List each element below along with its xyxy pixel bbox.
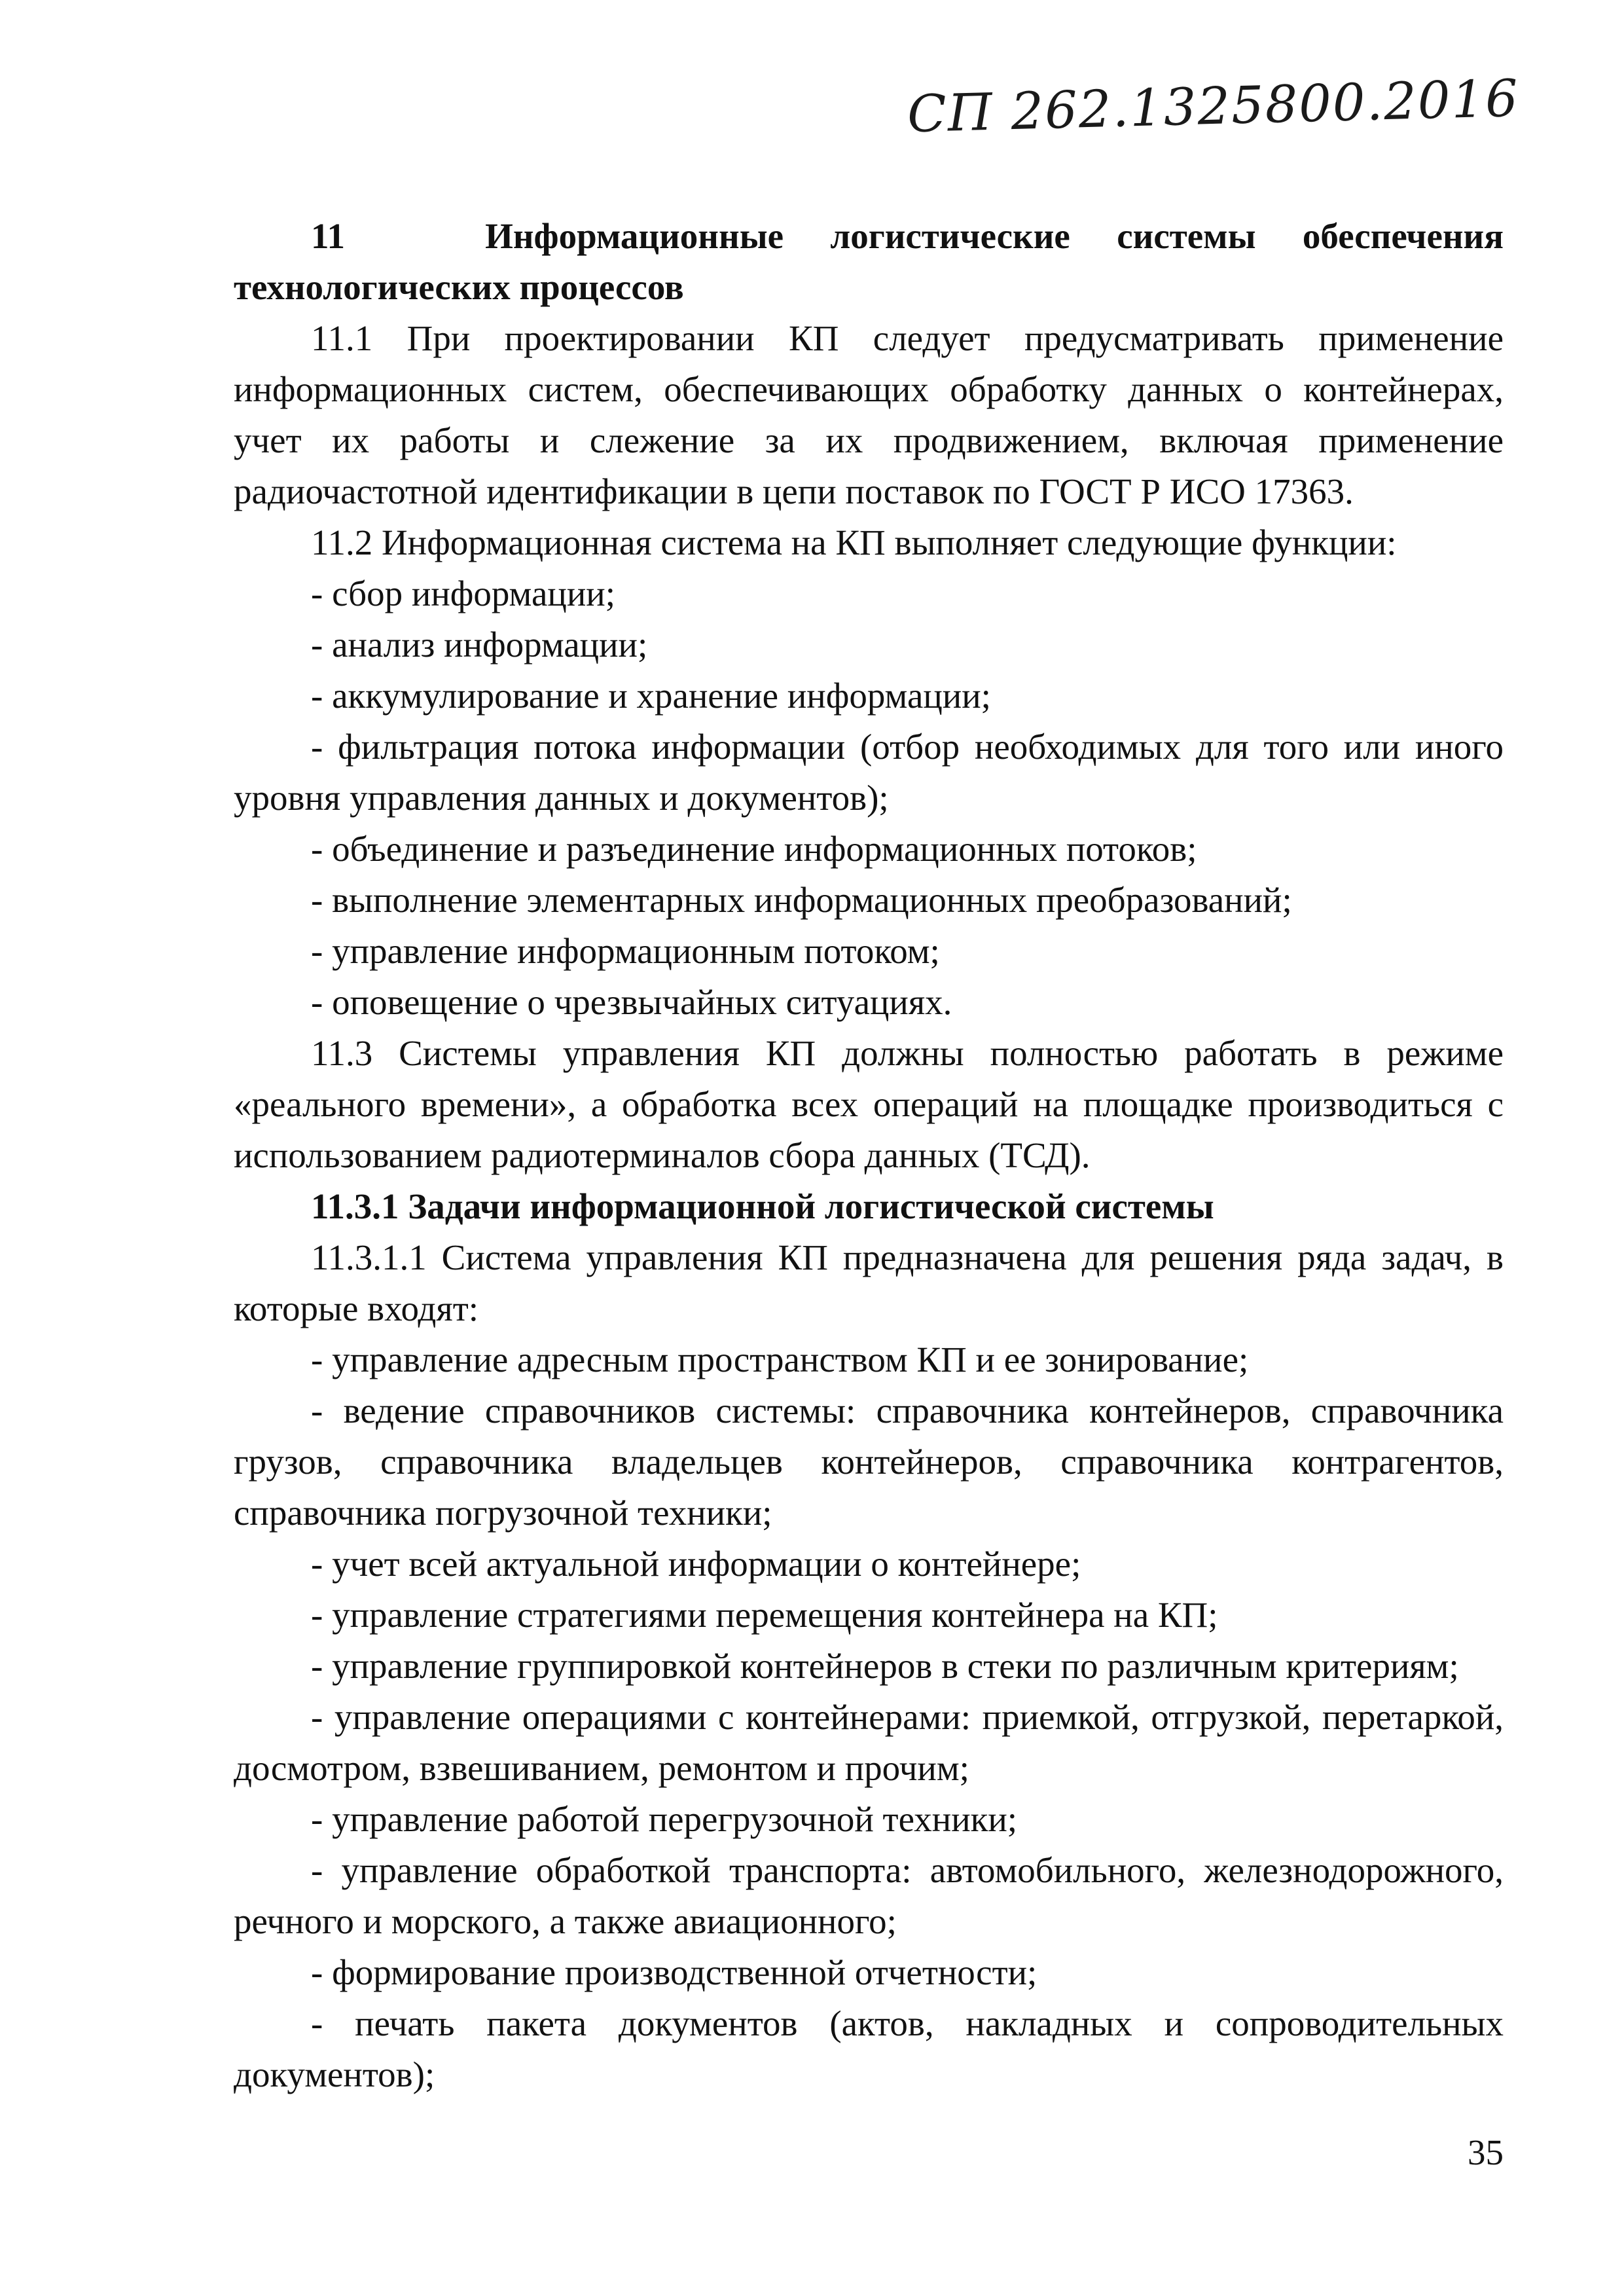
section-number: 11 [311,216,345,256]
list-item: - управление адресным пространством КП и ее зонирование; [311,1339,1249,1379]
page-content [234,211,1504,2100]
list-item: - фильтрация потока информации (отбор необходимых для того или иного уровня управления данных и документов); [234,727,1504,818]
section-title: Информационные логистические системы обеспечения технологических процессов [234,216,1504,307]
list-item: - анализ информации; [311,625,648,665]
list-item: - объединение и разъединение информационных потоков; [311,829,1197,869]
page-number: 35 [1468,2132,1504,2172]
list-item: - печать пакета документов (актов, накладных и сопроводительных документов); [234,2003,1504,2094]
paragraph-11-1: 11.1 При проектировании КП следует предусматривать применение информационных систем, обеспечивающих обработку данных о контейнерах, учет их работы и слежение за их продвижением, включая применение радиочастотной идентификации в цепи поставок по ГОСТ Р ИСО 17363. [234,318,1504,511]
paragraph-11-2: 11.2 Информационная система на КП выполняет следующие функции: [311,522,1397,562]
list-item: - управление работой перегрузочной техники; [311,1799,1018,1839]
list-item: - управление обработкой транспорта: автомобильного, железнодорожного, речного и морского, а также авиационного; [234,1850,1504,1941]
list-item: - учет всей актуальной информации о контейнере; [311,1544,1081,1584]
list-item: - управление группировкой контейнеров в стеки по различным критериям; [311,1646,1459,1686]
list-item: - сбор информации; [311,574,615,613]
list-item: - управление стратегиями перемещения контейнера на КП; [311,1595,1218,1635]
paragraph-11-3-1-1: 11.3.1.1 Система управления КП предназначена для решения ряда задач, в которые входят: [234,1237,1504,1328]
list-item: - ведение справочников системы: справочника контейнеров, справочника грузов, справочника владельцев контейнеров, справочника контрагентов, справочника погрузочной техники; [234,1391,1504,1533]
list-item: - выполнение элементарных информационных преобразований; [311,880,1292,920]
section-heading [234,211,1504,313]
list-item: - управление информационным потоком; [311,931,940,971]
subsection-heading: 11.3.1 Задачи информационной логистической системы [311,1186,1214,1226]
list-item: - формирование производственной отчетности; [311,1952,1038,1992]
paragraph-11-3: 11.3 Системы управления КП должны полностью работать в режиме «реального времени», а обработка всех операций на площадке производиться с использованием радиотерминалов сбора данных (ТСД). [234,1033,1504,1175]
list-item: - аккумулирование и хранение информации; [311,676,991,716]
handwritten-document-code: СП 262.1325800.2016 [907,69,1521,145]
list-item: - оповещение о чрезвычайных ситуациях. [311,982,952,1022]
list-item: - управление операциями с контейнерами: приемкой, отгрузкой, перетаркой, досмотром, взвешиванием, ремонтом и прочим; [234,1697,1504,1788]
